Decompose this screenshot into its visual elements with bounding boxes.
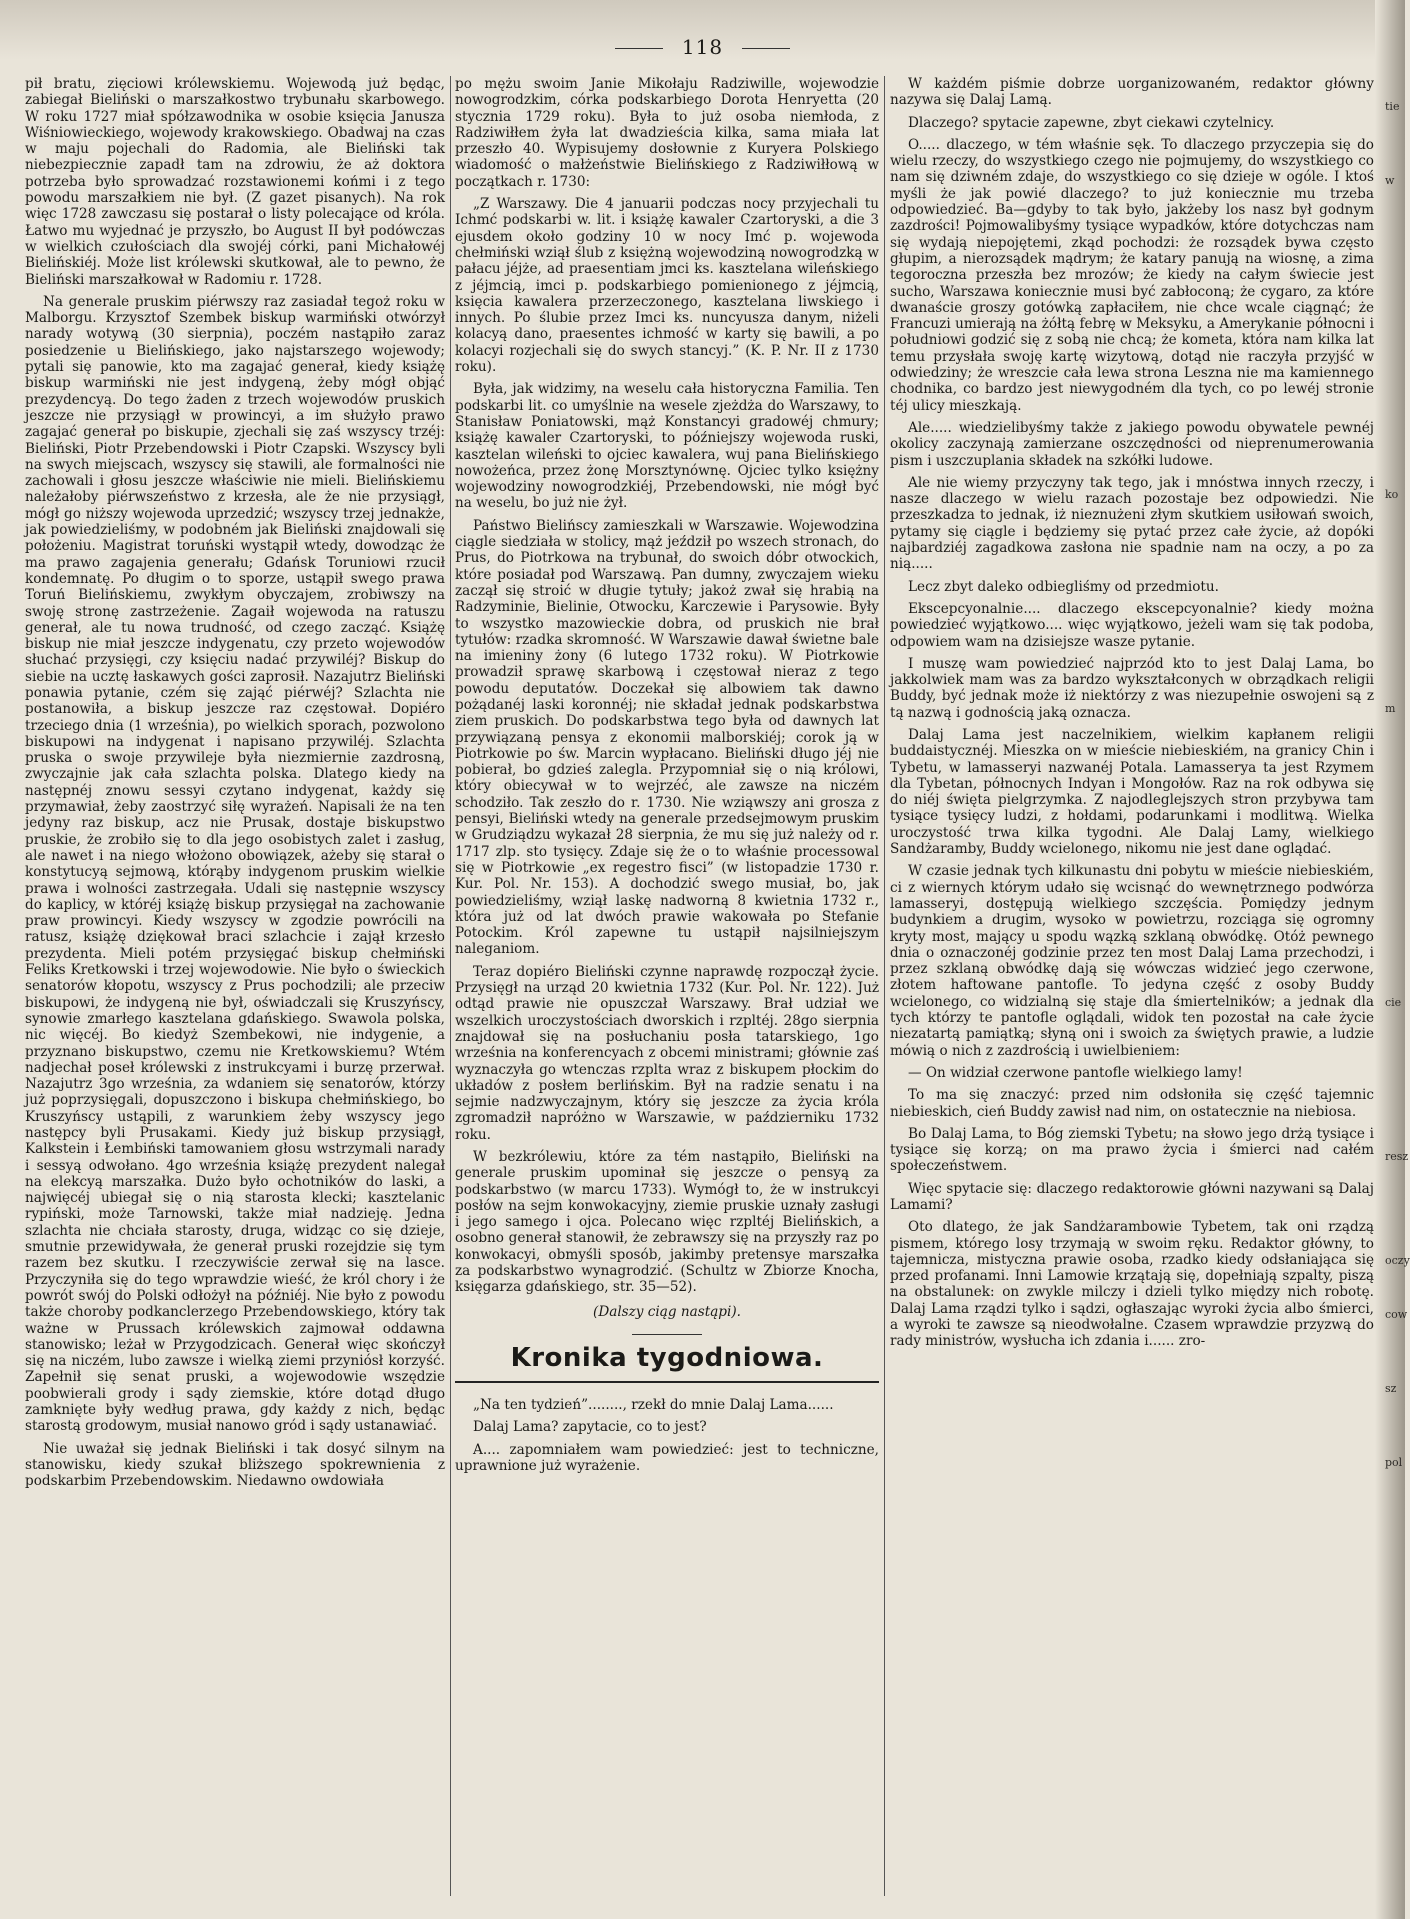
section-title-rule — [455, 1381, 879, 1383]
edge-fragment: resz — [1385, 1150, 1409, 1163]
column-1 — [25, 76, 445, 1896]
header-rule-right — [742, 48, 790, 49]
paragraph: A.... zapomniałem wam powiedzieć: jest to techniczne, uprawnione już wyrażenie. — [455, 1441, 879, 1474]
edge-fragment: cow — [1385, 1308, 1408, 1321]
column-divider-1 — [450, 76, 451, 1896]
quotation-paragraph: „Z Warszawy. Die 4 januarii podczas nocy przyjechali tu Ichmć podskarbi w. lit. i książę kawaler Czartoryski, a die 3 ejusdem około godziny 10 w nocy Imć p. wojewoda chełmiński wziął ślub z księżną wojewodziną nowogrodzką w pałacu jéjże, ad praesentiam jmci ks. kasztelana wileńskiego z jéjmcią, imci p. podskarbiego pomienionego z jéjmcią, księcia kawalera przerzeczonego, kasztelana liwskiego i innych. Po ślubie przez Imci ks. nuncyusza danym, niżeli kolacyą dano, praesentes ichmość w karty się bawili, a po kolacyi rozjechali się do swych stancyj.” (K. P. Nr. II z 1730 roku). — [455, 196, 879, 376]
edge-fragment: w — [1385, 174, 1395, 187]
paragraph: Dlaczego? spytacie zapewne, zbyt ciekawi czytelnicy. — [908, 114, 1275, 131]
paragraph: To ma się znaczyć: przed nim odsłoniła się część tajemnic niebieskich, cień Buddy zawisł nad nim, on ostatecznie na niebiosa. — [890, 1087, 1374, 1120]
paragraph: Oto dlatego, że jak Sandżarambowie Tybetem, tak oni rządzą pismem, którego losy trzymają w swoim ręku. Redaktor główny, to tajemnicza, mistyczna prawie osoba, rzadko kiedy odsłaniająca się przed profanami. Inni Lamowie krzątają się, dopełniają szpalty, piszą na obstalunek: on zwykle milczy i dzieli tylko między nich robotę. Dalaj Lama rządzi tylko i sądzi, ogłaszając wyroki życia albo śmierci, a wyroki te zawsze są nieodwołalne. Czasem wprawdzie przyzwą do rady ministrów, wysłucha ich zdania i...... zro- — [890, 1219, 1374, 1350]
paragraph: Ale..... wiedzielibyśmy także z jakiego powodu obywatele pewnéj okolicy zaczynają zamierzane oszczędności od nieprenumerowania pism i uszczuplania składek na szkółki ludowe. — [890, 419, 1374, 469]
paragraph: Ekscepcyonalnie.... dlaczego ekscepcyonalnie? kiedy można powiedzieć wyjątkowo.... więc wyjątkowo, jeżeli wam się tak podoba, odpowiem wam na dzisiejsze wasze pytanie. — [890, 600, 1374, 650]
paragraph: pił bratu, zięciowi królewskiemu. Wojewodą już będąc, zabiegał Bieliński o marszałkostwo trybunału skarbowego. W roku 1727 miał spółzawodnika w osobie księcia Janusza Wiśniowieckiego, wojewody krakowskiego. Obadwaj na czas w maju pojechali do Radomia, ale Bieliński tak niebezpiecznie zapadł tam na zdrowiu, że aż doktora potrzeba było sprowadzać rozstawionemi końmi i z tego powodu marszałkiem nie był. (Z gazet pisanych). Na rok więc 1728 zawczasu się postarał o listy polecające od króla. Łatwo mu wyjednać je przyszło, bo August II był podówczas w wielkich czułościach dla swojéj córki, pani Michałowéj Bielińskiéj. Może list królewski skutkował, ale to pewno, że Bieliński marszałkował w Radomiu r. 1728. — [25, 76, 445, 288]
paragraph: „Na ten tydzień”........, rzekł do mnie Dalaj Lama...... — [473, 1396, 834, 1413]
paragraph: W każdém piśmie dobrze uorganizowaném, redaktor główny nazywa się Dalaj Lamą. — [890, 76, 1374, 109]
paragraph: Na generale pruskim piérwszy raz zasiadał tegoż roku w Malborgu. Krzysztof Szembek biskup warmiński otwórzył narady wotywą (30 sierpnia), poczém nastąpiło zaraz posiedzenie u Bielińskiego, jako najstarszego wojewody; pytali się panowie, kto ma zagajać generał, kiedy książę biskup warmiński nie jest indygeną, żeby mógł objąć prezydencyą. Do tego żaden z trzech wojewodów pruskich jeszcze nie przysiągł w prowincyi, a im służyło prawo zagajać generał po biskupie, zjechali się zaś wszyscy trzéj: Bieliński, Piotr Przebendowski i Piotr Czapski. Wszyscy byli na swych miejscach, wszyscy się stawili, ale formalności nie zachowali i głosu jeszcze właściwie nie mieli. Bielińskiemu należałoby piérwszeństwo z krzesła, ale że nie przysiągł, mógł go niższy wojewoda uprzedzić; wszyscy trzej jednakże, jak powiedzieliśmy, w podobném jak Bieliński znajdowali się położeniu. Magistrat toruński wystąpił wtedy, dowodząc że ma prawo zagajenia generału; Gdańsk Toruniowi rzucił kondemnatę. Po długim o to sporze, ustąpił swego prawa Toruń Bielińskiemu, zwykłym obyczajem, zrobiwszy na swoję stronę zastrzeżenie. Zagaił wojewoda na ratuszu generał, ale tu nowa trudność, od czego zacząć. Książę biskup nie miał jeszcze indygenatu, czy przeto wojewodów słuchać przysięgi, czy księciu nadać przywiléj? Biskup do siebie na ucztę łaskawych gości zaprosił. Nazajutrz Bieliński ponawia pytanie, czém się zająć piérwéj? Szlachta nie postanowiła, a biskup jeszcze raz częstował. Dopiéro trzeciego dnia (1 września), po wielkich sporach, pozwolono biskupowi na indygenat i napisano przywiléj. Szlachta pruska o swoje przywileje była niezmiernie zazdrosną, zwyczajnie jak cała szlachta polska. Dlatego kiedy na następnéj znowu sessyi czytano indygenat, każdy się przymawiał, żeby zaostrzyć siłę wyrażeń. Napisali że na ten jedyny raz biskup, acz nie Prusak, dostaje biskupstwo pruskie, że zrobiło się to dla jego osobistych zalet i zasług, ale nawet i na niego włożono obowiązek, ażeby się starał o konstytucyą sejmową, którąby indygenom pruskim wielkie prawa i wolności zastrzegała. Udali się następnie wszyscy do kaplicy, w któréj książę biskup przysięgał na zachowanie praw prowincyi. Kiedy wszyscy w zgodzie powrócili na ratusz, książę dziękował braci szlachcie i zajął krzesło prezydenta. Mieli potém przysięgać biskup chełmiński Feliks Kretkowski i trzej wojewodowie. Nie było o świeckich senatorów kłopotu, wszyscy z Prus pochodzili; ale przeciw biskupowi, że indygeną nie był, oświadczali się Kruszyńscy, synowie zmarłego kasztelana gdańskiego. Swawola polska, nic więcéj. Bo kiedyż Szembekowi, nie indygenie, a przyznano biskupstwo, czemu nie Kretkowskiemu? Wtém nadjechał poseł królewski z instrukcyami i burzę przerwał. Nazajutrz 3go września, za wdaniem się senatorów, którzy już poprzysięgali, dopuszczono i biskupa chełmińskiego, bo Kruszyńscy ustąpili, z warunkiem żeby wszyscy jego następcy byli Prusakami. Kiedy już biskup przysiągł, Kalkstein i Łembiński tamowaniem głosu wstrzymali narady i sessyą odwołano. 4go września książę prezydent nalegał na elekcyą marszałka. Dużo było ochotników do laski, a najwięcéj ubiegał się o nią starosta klecki; kasztelanic rypiński, może Tarnowski, także miał nadzieję. Jedna szlachta nie chciała starosty, druga, widząc co się dzieje, smutnie przewidywała, że generał pruski rozejdzie się tym razem bez skutku. I rzeczywiście zerwał się na lasce. Przyczyniła się do tego wprawdzie wieść, że król chory i że powrót swój do Polski odłożył na późniéj. Nie było z powodu także choroby podkanclerzego Przebendowskiego, który tak ważne w Prussach królewskich zajmował oddawna stanowisko; leżał w Przygodzicach. Generał więc skończył się na niczém, lubo zawsze i wielką ziemi przyniósł korzyść. Zapełnił się senat pruski, a wojewodowie wszędzie poobwierali grody i sądy ziemskie, które dotąd długo zamknięte były według prawa, gdy każdy z nich, będąc starostą grodowym, musiał nanowo gród i sądy ustanawiać. — [25, 293, 445, 1435]
edge-fragment: m — [1385, 702, 1396, 715]
edge-fragment: pol — [1385, 1456, 1403, 1469]
paragraph: Dalaj Lama? zapytacie, co to jest? — [473, 1419, 707, 1436]
paragraph: Państwo Bielińscy zamieszkali w Warszawie. Wojewodzina ciągle siedziała w stolicy, mąż jeździł po wszech stronach, do Prus, do Piotrkowa na trybunał, do swoich dóbr otwockich, które posiadał pod Warszawą. Pan dumny, zwyczajem wieku zaczął się stroić w długie tytuły; jakoż zwał się hrabią na Radzyminie, Bielinie, Otwocku, Karczewie i Parysowie. Były to wszystko mazowieckie dobra, od pruskich nie brał tytułów: rzadka skromność. W Warszawie dawał świetne bale na imieniny żony (6 lutego 1732 roku). W Piotrkowie prowadził sprawę skarbową i częstował nieraz z tego powodu deputatów. Doczekał się albowiem tak dawno pożądanéj laski koronnéj; nie składał jednak podskarbstwa ziem pruskich. Do podskarbstwa tego była od dawnych lat przywiązaną pensya z ekonomii malborskiéj; corok ją w Piotrkowie po św. Marcin wypłacano. Bieliński długo jéj nie pobierał, bo gdzieś zalegla. Przypomniał się o nią królowi, który obiecywał w to wejrzéć, ale zawsze na niczém schodziło. Tak zeszło do r. 1730. Nie wziąwszy ani grosza z pensyi, Bieliński wtedy na generale przedsejmowym pruskim w Grudziądzu wykazał 28 sierpnia, że mu się już należy od r. 1717 zlp. sto tysięcy. Zdaje się że o to właśnie processowal się w Piotrkowie „ex regestro fisci” (w listopadzie 1730 r. Kur. Pol. Nr. 153). A dochodzić swego musiał, bo, jak powiedzieliśmy, wziął laskę nadworną 8 kwietnia 1732 r., która już od lat dwóch prawie wakowała po Stefanie Potockim. Król zapewne tu ustąpił najsilniejszym naleganiom. — [455, 517, 879, 958]
page-number: 118 — [681, 35, 724, 59]
adjacent-page-edge — [1385, 60, 1410, 1910]
paragraph: I muszę wam powiedzieć najprzód kto to jest Dalaj Lama, bo jakkolwiek mam was za bardzo wykształconych w obrządkach religii Buddy, być jednak może iż niektórzy z was niezupełnie oswojeni są z tą nazwą i godnością jaką oznacza. — [890, 655, 1374, 721]
paragraph: Ale nie wiemy przyczyny tak tego, jak i mnóstwa innych rzeczy, i nasze dlaczego w wielu razach pozostaje bez odpowiedzi. Nie przeszkadza to jednak, iż nieznużeni złym skutkiem usiłowań swoich, pytamy się ciągle i będziemy się pytać przez całe życie, aż dopóki najbardziéj zagadkowa zasłona nie spadnie nam na oczy, a po za nią..... — [890, 474, 1374, 573]
paragraph: W bezkrólewiu, które za tém nastąpiło, Bieliński na generale pruskim upominał się jeszcze o pensyą za podskarbstwo (w marcu 1733). Wymógł to, że w instrukcyi posłów na sejm konwokacyjny, ziemie pruskie uznały zasługi i jego samego i ojca. Polecano więc rzpltéj Bielińskich, a osobno generał stanowił, że zebrawszy się na przyszły raz po konwokacyi, obmyśli sposób, jakimby pretensye marszałka za podskarbstwo wynagrodzić. (Schultz w Zbiorze Knocha, księgarza gdańskiego, str. 35—52). — [455, 1149, 879, 1296]
paragraph: Teraz dopiéro Bieliński czynne naprawdę rozpoczął życie. Przysięgł na urząd 20 kwietnia 1732 (Kur. Pol. Nr. 122). Już odtąd prawie nie opuszczał Warszawy. Brał udział we wszelkich uroczystościach dworskich i rzpltéj. 28go sierpnia znajdował się na posłuchaniu posła tatarskiego, 1go września na konferencyach z obcemi ministrami; głównie zaś wyznaczyła go wtenczas rzplta wraz z biskupem płockim do układów z posłem berlińskim. Był na radzie senatu i na sejmie nadzwyczajnym, który się jeszcze za życia króla zgromadził napróżno w Warszawie, w październiku 1732 roku. — [455, 963, 879, 1143]
paragraph: po mężu swoim Janie Mikołaju Radziwille, wojewodzie nowogrodzkim, córka podskarbiego Dorota Henryetta (20 stycznia 1729 roku). Była to już osoba niemłoda, z Radziwiłłem żyła lat dwadzieścia kilka, sama miała lat przeszło 40. Wypisujemy dosłownie z Kuryera Polskiego wiadomość o małżeństwie Bielińskiego z Radziwiłłową w początkach r. 1730: — [455, 76, 879, 190]
header-rule-left — [615, 48, 663, 49]
edge-fragment: oczy — [1385, 1254, 1410, 1267]
edge-fragment: tie — [1385, 100, 1400, 113]
paragraph: O..... dlaczego, w tém właśnie sęk. To dlaczego przyczepia się do wielu rzeczy, do wszystkiego czego nie pojmujemy, do wszystkiego co nam się dziwném zdaje, do wszystkiego co się dzieje w ogóle. I ktoś myśli że jak powié dlaczego? to już koniecznie mu trzeba odpowiedzieć. Ba—gdyby to tak było, jakżeby los nasz był godnym zazdrości! Pojmowalibyśmy tysiące wypadków, które dotychczas nam się wydają niepojętemi, zkąd pochodzi: że rozsądek bywa często głupim, a nierozsądek mądrym; że katary panują na wiosnę, a zima tegoroczna przeszła bez mrozów; że kiedy na całym świecie jest sucho, Warszawa koniecznie musi być zabłoconą; że cygaro, za które dwanaście groszy gotówką zapłaciłem, nie chce wcale ciągnąć; że Francuzi umierają na żółtą febrę w Meksyku, a Amerykanie północni i południowi godzić się z sobą nie chcą; że kometa, która nam kilka lat temu przysłała swoję kartę wizytową, dotąd nie raczyła przyjść w odwiedziny; że wreszcie cała lewa strona Leszna nie ma kamiennego chodnika, co bardzo jest niewygodném dla tych, co po lewéj stronie téj ulicy mieszkają. — [890, 136, 1374, 414]
column-2 — [455, 76, 879, 1896]
paragraph: Była, jak widzimy, na weselu cała historyczna Familia. Ten podskarbi lit. co umyślnie na wesele zjeżdża do Warszawy, to Stanisław Poniatowski, mąż Konstancyi gradowéj chmury; książę kawaler Czartoryski, to późniejszy wojewoda ruski, kasztelan wileński to ojciec kawalera, wuj pana Bielińskiego nowożeńca, przez żonę Morsztynównę. Ojciec tylko księżny wojewodziny nowogrodzkiéj, Przebendowski, nie mógł być na weselu, bo już nie żył. — [455, 381, 879, 512]
column-divider-2 — [884, 76, 885, 1896]
paragraph: — On widział czerwone pantofle wielkiego lamy! — [908, 1064, 1243, 1081]
section-separator — [632, 1334, 702, 1335]
paragraph: Nie uważał się jednak Bieliński i tak dosyć silnym na stanowisku, kiedy szukał bliższego spokrewnienia z podskarbim Przebendowskim. Niedawno owdowiała — [25, 1440, 445, 1490]
continuation-note: (Dalszy ciąg nastąpi). — [593, 1303, 741, 1320]
paragraph: Więc spytacie się: dlaczego redaktorowie główni nazywani są Dalaj Lamami? — [890, 1180, 1374, 1213]
paragraph: Bo Dalaj Lama, to Bóg ziemski Tybetu; na słowo jego drżą tysiące i tysiące się korzą; on ma prawo życia i śmierci nad całém społeczeństwem. — [890, 1125, 1374, 1175]
edge-fragment: cie — [1385, 996, 1402, 1009]
edge-fragment: sz — [1385, 1382, 1397, 1395]
edge-fragment: ko — [1385, 488, 1399, 501]
section-title: Kronika tygodniowa. — [510, 1342, 824, 1373]
page-header — [0, 35, 1405, 59]
paragraph: W czasie jednak tych kilkunastu dni pobytu w mieście niebieskiém, ci z wiernych którym udało się wcisnąć do wewnętrznego podwórza lamasseryi, dostępują wielkiego szczęścia. Pomiędzy jednym budynkiem a drugim, wysoko w powietrzu, rozciąga się ogromny kryty most, mający u spodu wązką szklaną obwódkę. Otóż pewnego dnia o oznaczonéj godzinie przez ten most Dalaj Lama przechodzi, i przez szklaną obwódkę dają się wówczas widzieć jego czerwone, złotem haftowane pantofle. To jedyna część z osoby Buddy wcielonego, co widzialną się staje dla śmiertelników; a jednak dla tych którzy te pantofle oglądali, widok ten pozostał na całe życie niezatartą pamiątką; słyną oni i swoich za świętych prawie, a ludzie mówią o nich z zazdrością i uwielbieniem: — [890, 863, 1374, 1059]
paragraph: Dalaj Lama jest naczelnikiem, wielkim kapłanem religii buddaistycznéj. Mieszka on w mieście niebieskiém, na granicy Chin i Tybetu, w lamasseryi nazwanéj Potala. Lamasserya ta jest Rzymem dla Tybetan, północnych Indyan i Mongołów. Raz na rok odbywa się do niéj święta pielgrzymka. Z najodleglejszych stron przybywa tam tysiące tysięcy ludzi, z hołdami, podarunkami i modlitwą. Wielka uroczystość trwa kilka tygodni. Ale Dalaj Lamy, wielkiego Sandżaramby, Buddy wcielonego, nikomu nie jest dane oglądać. — [890, 726, 1374, 858]
paragraph: Lecz zbyt daleko odbiegliśmy od przedmiotu. — [908, 578, 1219, 595]
column-3 — [890, 76, 1374, 1916]
